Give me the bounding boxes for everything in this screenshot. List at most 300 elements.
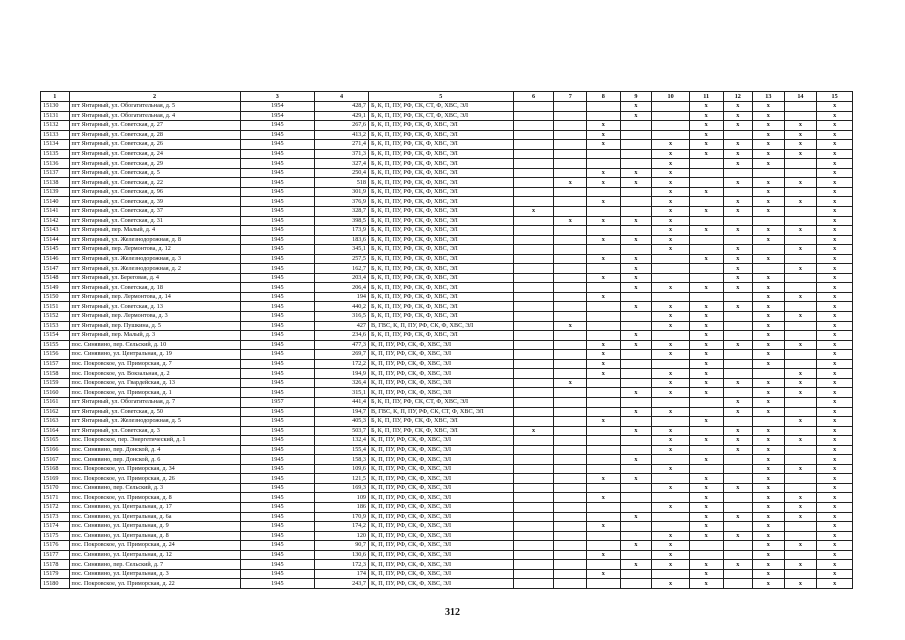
mark-cell-col-11: x <box>689 417 723 427</box>
table-row <box>41 359 853 369</box>
mark-cell-col-11: x <box>689 493 723 503</box>
address-cell: пгт Янтарный, ул. Советская, д. 31 <box>69 216 240 226</box>
mark-cell-col-12: x <box>723 483 753 493</box>
mark-cell-col-7 <box>554 197 587 207</box>
mark-cell-col-14: x <box>784 369 817 379</box>
year-cell: 1945 <box>240 283 314 293</box>
mark-cell-col-7 <box>554 493 587 503</box>
mark-cell-col-7 <box>554 502 587 512</box>
mark-cell-col-8: x <box>587 417 621 427</box>
mark-cell-col-13: x <box>753 531 785 541</box>
mark-cell-col-12 <box>723 474 753 484</box>
area-cell: 267,6 <box>315 121 369 131</box>
record-id-cell: 15171 <box>41 493 70 503</box>
mark-cell-col-10: x <box>652 226 690 236</box>
mark-cell-col-15: x <box>817 149 853 159</box>
mark-cell-col-10: x <box>652 235 690 245</box>
mark-cell-col-9 <box>620 397 652 407</box>
area-cell: 413,2 <box>315 130 369 140</box>
mark-cell-col-6 <box>513 187 554 197</box>
mark-cell-col-7 <box>554 388 587 398</box>
address-cell: пгт Янтарный, ул. Советская, д. 39 <box>69 197 240 207</box>
mark-cell-col-11: x <box>689 121 723 131</box>
mark-cell-col-8 <box>587 455 621 465</box>
mark-cell-col-12: x <box>723 140 753 150</box>
mark-cell-col-7 <box>554 397 587 407</box>
mark-cell-col-7 <box>554 550 587 560</box>
mark-cell-col-8 <box>587 264 621 274</box>
mark-cell-col-11: x <box>689 560 723 570</box>
mark-cell-col-11: x <box>689 378 723 388</box>
area-cell: 194,7 <box>315 407 369 417</box>
mark-cell-col-6 <box>513 331 554 341</box>
record-id-cell: 15132 <box>41 121 70 131</box>
mark-cell-col-15: x <box>817 350 853 360</box>
mark-cell-col-8 <box>587 560 621 570</box>
mark-cell-col-9 <box>620 140 652 150</box>
record-id-cell: 15146 <box>41 254 70 264</box>
mark-cell-col-10: x <box>652 426 690 436</box>
mark-cell-col-11: x <box>689 187 723 197</box>
year-cell: 1945 <box>240 292 314 302</box>
elements-cell: Б, К, П, ПУ, РФ, СК, Ф, ХВС, ЭЛ <box>369 254 514 264</box>
mark-cell-col-9 <box>620 197 652 207</box>
record-id-cell: 15159 <box>41 378 70 388</box>
mark-cell-col-13: x <box>753 512 785 522</box>
address-cell: пос. Синявино, пер. Донской, д. 6 <box>69 455 240 465</box>
mark-cell-col-13: x <box>753 522 785 532</box>
mark-cell-col-11: x <box>689 321 723 331</box>
mark-cell-col-8 <box>587 541 621 551</box>
mark-cell-col-13: x <box>753 235 785 245</box>
mark-cell-col-14 <box>784 273 817 283</box>
year-cell: 1945 <box>240 226 314 236</box>
mark-cell-col-11: x <box>689 130 723 140</box>
elements-cell: Б, К, П, ПУ, РФ, СК, Ф, ХВС, ЭЛ <box>369 283 514 293</box>
mark-cell-col-9: x <box>620 264 652 274</box>
area-cell: 269,7 <box>315 350 369 360</box>
mark-cell-col-11 <box>689 292 723 302</box>
mark-cell-col-12: x <box>723 159 753 169</box>
mark-cell-col-7 <box>554 483 587 493</box>
mark-cell-col-11 <box>689 264 723 274</box>
mark-cell-col-8 <box>587 388 621 398</box>
elements-cell: Б, К, П, ПУ, РФ, СК, Ф, ХВС, ЭЛ <box>369 331 514 341</box>
mark-cell-col-9 <box>620 350 652 360</box>
mark-cell-col-11 <box>689 397 723 407</box>
elements-cell: Б, К, П, ПУ, РФ, СК, Ф, ХВС, ЭЛ <box>369 149 514 159</box>
mark-cell-col-8 <box>587 102 621 112</box>
mark-cell-col-8 <box>587 378 621 388</box>
mark-cell-col-12 <box>723 388 753 398</box>
address-cell: пгт Янтарный, ул. Советская, д. 13 <box>69 302 240 312</box>
mark-cell-col-7 <box>554 207 587 217</box>
mark-cell-col-11: x <box>689 149 723 159</box>
mark-cell-col-9: x <box>620 388 652 398</box>
area-cell: 169,3 <box>315 483 369 493</box>
mark-cell-col-7: x <box>554 178 587 188</box>
mark-cell-col-12: x <box>723 178 753 188</box>
record-id-cell: 15144 <box>41 235 70 245</box>
mark-cell-col-8: x <box>587 140 621 150</box>
mark-cell-col-13: x <box>753 312 785 322</box>
elements-cell: К, П, ПУ, РФ, СК, Ф, ХВС, ЭЛ <box>369 522 514 532</box>
area-cell: 250,4 <box>315 168 369 178</box>
address-cell: пос. Синявино, ул. Центральная, д. 12 <box>69 550 240 560</box>
mark-cell-col-15: x <box>817 493 853 503</box>
mark-cell-col-13 <box>753 245 785 255</box>
mark-cell-col-9 <box>620 359 652 369</box>
elements-cell: Б, К, П, ПУ, РФ, СК, Ф, ХВС, ЭЛ <box>369 130 514 140</box>
mark-cell-col-7 <box>554 445 587 455</box>
table-row <box>41 331 853 341</box>
year-cell: 1945 <box>240 512 314 522</box>
mark-cell-col-10 <box>652 397 690 407</box>
mark-cell-col-10 <box>652 102 690 112</box>
record-id-cell: 15145 <box>41 245 70 255</box>
area-cell: 121,5 <box>315 474 369 484</box>
mark-cell-col-8 <box>587 207 621 217</box>
year-cell: 1945 <box>240 245 314 255</box>
address-cell: пос. Покровское, ул. Приморская, д. 22 <box>69 579 240 589</box>
mark-cell-col-9 <box>620 378 652 388</box>
mark-cell-col-6 <box>513 417 554 427</box>
elements-cell: К, П, ПУ, РФ, СК, Ф, ХВС, ЭЛ <box>369 579 514 589</box>
mark-cell-col-7 <box>554 245 587 255</box>
year-cell: 1945 <box>240 455 314 465</box>
mark-cell-col-10 <box>652 121 690 131</box>
area-cell: 427 <box>315 321 369 331</box>
table-body <box>41 102 853 589</box>
mark-cell-col-11 <box>689 445 723 455</box>
address-cell: пос. Покровское, ул. Приморская, д. 34 <box>69 464 240 474</box>
mark-cell-col-12 <box>723 417 753 427</box>
mark-cell-col-7 <box>554 512 587 522</box>
page-number: 312 <box>445 607 460 618</box>
mark-cell-col-15: x <box>817 130 853 140</box>
table-row <box>41 149 853 159</box>
elements-cell: К, П, ПУ, РФ, СК, Ф, ХВС, ЭЛ <box>369 350 514 360</box>
mark-cell-col-12: x <box>723 302 753 312</box>
mark-cell-col-7 <box>554 130 587 140</box>
mark-cell-col-15: x <box>817 283 853 293</box>
record-id-cell: 15135 <box>41 149 70 159</box>
mark-cell-col-9 <box>620 159 652 169</box>
year-cell: 1945 <box>240 560 314 570</box>
mark-cell-col-6 <box>513 149 554 159</box>
record-id-cell: 15138 <box>41 178 70 188</box>
elements-cell: Б, К, П, ПУ, РФ, СК, Ф, ХВС, ЭЛ <box>369 264 514 274</box>
area-cell: 206,4 <box>315 283 369 293</box>
year-cell: 1945 <box>240 178 314 188</box>
mark-cell-col-10: x <box>652 312 690 322</box>
mark-cell-col-11: x <box>689 455 723 465</box>
address-cell: пос. Синявино, ул. Центральная, д. 19 <box>69 350 240 360</box>
mark-cell-col-13 <box>753 216 785 226</box>
table-row <box>41 522 853 532</box>
mark-cell-col-10 <box>652 512 690 522</box>
mark-cell-col-11 <box>689 426 723 436</box>
mark-cell-col-7 <box>554 226 587 236</box>
record-id-cell: 15174 <box>41 522 70 532</box>
mark-cell-col-15: x <box>817 369 853 379</box>
mark-cell-col-15: x <box>817 235 853 245</box>
mark-cell-col-14: x <box>784 264 817 274</box>
mark-cell-col-15: x <box>817 378 853 388</box>
address-cell: пгт Янтарный, пер. Лермонтова, д. 3 <box>69 312 240 322</box>
mark-cell-col-7: x <box>554 378 587 388</box>
record-id-cell: 15148 <box>41 273 70 283</box>
elements-cell: Б, К, П, ПУ, РФ, СК, Ф, ХВС, ЭЛ <box>369 245 514 255</box>
mark-cell-col-12: x <box>723 111 753 121</box>
mark-cell-col-7 <box>554 340 587 350</box>
mark-cell-col-8: x <box>587 350 621 360</box>
elements-cell: Б, К, П, ПУ, РФ, СК, Ф, ХВС, ЭЛ <box>369 302 514 312</box>
mark-cell-col-15: x <box>817 417 853 427</box>
mark-cell-col-10: x <box>652 350 690 360</box>
record-id-cell: 15175 <box>41 531 70 541</box>
mark-cell-col-15: x <box>817 560 853 570</box>
area-cell: 90,7 <box>315 541 369 551</box>
address-cell: пгт Янтарный, ул. Советская, д. 28 <box>69 130 240 140</box>
mark-cell-col-15: x <box>817 483 853 493</box>
mark-cell-col-12 <box>723 312 753 322</box>
mark-cell-col-9 <box>620 483 652 493</box>
mark-cell-col-8: x <box>587 359 621 369</box>
area-cell: 271,4 <box>315 140 369 150</box>
record-id-cell: 15162 <box>41 407 70 417</box>
year-cell: 1945 <box>240 569 314 579</box>
area-cell: 327,4 <box>315 159 369 169</box>
mark-cell-col-11 <box>689 159 723 169</box>
area-cell: 186 <box>315 502 369 512</box>
mark-cell-col-15: x <box>817 312 853 322</box>
mark-cell-col-12: x <box>723 149 753 159</box>
mark-cell-col-14: x <box>784 388 817 398</box>
elements-cell: К, П, ПУ, РФ, СК, Ф, ХВС, ЭЛ <box>369 464 514 474</box>
mark-cell-col-13: x <box>753 321 785 331</box>
address-cell: пгт Янтарный, ул. Советская, д. 27 <box>69 121 240 131</box>
mark-cell-col-10: x <box>652 531 690 541</box>
column-header-15: 15 <box>817 92 853 102</box>
mark-cell-col-7: x <box>554 321 587 331</box>
elements-cell: Б, К, П, ПУ, РФ, СК, СТ, Ф, ХВС, ЭЛ <box>369 111 514 121</box>
mark-cell-col-8 <box>587 187 621 197</box>
mark-cell-col-14: x <box>784 292 817 302</box>
address-cell: пос. Синявино, пер. Сельский, д. 3 <box>69 483 240 493</box>
mark-cell-col-11 <box>689 168 723 178</box>
mark-cell-col-10 <box>652 273 690 283</box>
area-cell: 328,7 <box>315 207 369 217</box>
mark-cell-col-14: x <box>784 340 817 350</box>
mark-cell-col-12 <box>723 321 753 331</box>
mark-cell-col-13: x <box>753 254 785 264</box>
mark-cell-col-11: x <box>689 502 723 512</box>
mark-cell-col-14 <box>784 445 817 455</box>
record-id-cell: 15180 <box>41 579 70 589</box>
elements-cell: К, П, ПУ, РФ, СК, Ф, ХВС, ЭЛ <box>369 378 514 388</box>
mark-cell-col-8 <box>587 436 621 446</box>
area-cell: 503,7 <box>315 426 369 436</box>
column-header-8: 8 <box>587 92 621 102</box>
address-cell: пос. Покровское, ул. Приморская, д. 7 <box>69 359 240 369</box>
mark-cell-col-13: x <box>753 493 785 503</box>
mark-cell-col-8: x <box>587 168 621 178</box>
mark-cell-col-14: x <box>784 378 817 388</box>
mark-cell-col-9 <box>620 226 652 236</box>
table-row <box>41 541 853 551</box>
record-id-cell: 15139 <box>41 187 70 197</box>
mark-cell-col-8 <box>587 397 621 407</box>
table-row <box>41 512 853 522</box>
mark-cell-col-13: x <box>753 273 785 283</box>
mark-cell-col-15: x <box>817 388 853 398</box>
mark-cell-col-11: x <box>689 207 723 217</box>
elements-cell: Б, К, П, ПУ, РФ, СК, Ф, ХВС, ЭЛ <box>369 273 514 283</box>
mark-cell-col-13: x <box>753 426 785 436</box>
elements-cell: Б, К, П, ПУ, РФ, СК, Ф, ХВС, ЭЛ <box>369 426 514 436</box>
mark-cell-col-7 <box>554 273 587 283</box>
mark-cell-col-12 <box>723 235 753 245</box>
elements-cell: Б, К, П, ПУ, РФ, СК, Ф, ХВС, ЭЛ <box>369 292 514 302</box>
area-cell: 162,7 <box>315 264 369 274</box>
mark-cell-col-10: x <box>652 245 690 255</box>
mark-cell-col-15: x <box>817 550 853 560</box>
mark-cell-col-7 <box>554 350 587 360</box>
mark-cell-col-9: x <box>620 512 652 522</box>
mark-cell-col-13: x <box>753 397 785 407</box>
mark-cell-col-9: x <box>620 216 652 226</box>
mark-cell-col-14 <box>784 254 817 264</box>
elements-cell: Б, К, П, ПУ, РФ, СК, Ф, ХВС, ЭЛ <box>369 417 514 427</box>
record-id-cell: 15136 <box>41 159 70 169</box>
year-cell: 1945 <box>240 273 314 283</box>
mark-cell-col-7 <box>554 474 587 484</box>
mark-cell-col-10: x <box>652 283 690 293</box>
mark-cell-col-7 <box>554 302 587 312</box>
address-cell: пгт Янтарный, ул. Советская, д. 29 <box>69 159 240 169</box>
mark-cell-col-9 <box>620 550 652 560</box>
mark-cell-col-15: x <box>817 531 853 541</box>
mark-cell-col-11: x <box>689 226 723 236</box>
mark-cell-col-13: x <box>753 226 785 236</box>
address-cell: пос. Покровское, ул. Приморская, д. 8 <box>69 493 240 503</box>
mark-cell-col-6 <box>513 283 554 293</box>
mark-cell-col-14 <box>784 216 817 226</box>
mark-cell-col-6 <box>513 245 554 255</box>
mark-cell-col-9 <box>620 121 652 131</box>
mark-cell-col-10 <box>652 359 690 369</box>
mark-cell-col-9 <box>620 130 652 140</box>
elements-cell: К, П, ПУ, РФ, СК, Ф, ХВС, ЭЛ <box>369 359 514 369</box>
year-cell: 1945 <box>240 168 314 178</box>
record-id-cell: 15166 <box>41 445 70 455</box>
mark-cell-col-9 <box>620 464 652 474</box>
mark-cell-col-7 <box>554 121 587 131</box>
mark-cell-col-6 <box>513 474 554 484</box>
mark-cell-col-11: x <box>689 340 723 350</box>
year-cell: 1945 <box>240 130 314 140</box>
mark-cell-col-7 <box>554 464 587 474</box>
address-cell: пгт Янтарный, ул. Береговая, д. 4 <box>69 273 240 283</box>
mark-cell-col-13: x <box>753 140 785 150</box>
area-cell: 183,6 <box>315 235 369 245</box>
mark-cell-col-12: x <box>723 426 753 436</box>
mark-cell-col-7 <box>554 235 587 245</box>
mark-cell-col-12 <box>723 369 753 379</box>
mark-cell-col-7 <box>554 254 587 264</box>
mark-cell-col-12: x <box>723 560 753 570</box>
mark-cell-col-15: x <box>817 455 853 465</box>
record-id-cell: 15137 <box>41 168 70 178</box>
mark-cell-col-12 <box>723 168 753 178</box>
table-row <box>41 493 853 503</box>
mark-cell-col-10: x <box>652 187 690 197</box>
mark-cell-col-10: x <box>652 178 690 188</box>
mark-cell-col-13: x <box>753 560 785 570</box>
mark-cell-col-14: x <box>784 436 817 446</box>
record-id-cell: 15154 <box>41 331 70 341</box>
mark-cell-col-14: x <box>784 512 817 522</box>
mark-cell-col-8: x <box>587 197 621 207</box>
mark-cell-col-9: x <box>620 273 652 283</box>
table-row <box>41 388 853 398</box>
table-row <box>41 369 853 379</box>
area-cell: 170,9 <box>315 512 369 522</box>
mark-cell-col-8: x <box>587 474 621 484</box>
mark-cell-col-9 <box>620 493 652 503</box>
mark-cell-col-8: x <box>587 273 621 283</box>
mark-cell-col-12: x <box>723 121 753 131</box>
mark-cell-col-7 <box>554 407 587 417</box>
mark-cell-col-9 <box>620 245 652 255</box>
year-cell: 1945 <box>240 159 314 169</box>
year-cell: 1945 <box>240 207 314 217</box>
mark-cell-col-8 <box>587 407 621 417</box>
mark-cell-col-15: x <box>817 464 853 474</box>
year-cell: 1945 <box>240 464 314 474</box>
mark-cell-col-6 <box>513 483 554 493</box>
mark-cell-col-7 <box>554 149 587 159</box>
record-id-cell: 15131 <box>41 111 70 121</box>
area-cell: 174,2 <box>315 522 369 532</box>
mark-cell-col-8 <box>587 283 621 293</box>
mark-cell-col-6 <box>513 111 554 121</box>
mark-cell-col-12: x <box>723 226 753 236</box>
mark-cell-col-8 <box>587 321 621 331</box>
record-id-cell: 15164 <box>41 426 70 436</box>
year-cell: 1945 <box>240 350 314 360</box>
mark-cell-col-15: x <box>817 273 853 283</box>
mark-cell-col-13: x <box>753 455 785 465</box>
mark-cell-col-6 <box>513 197 554 207</box>
mark-cell-col-9 <box>620 531 652 541</box>
mark-cell-col-7 <box>554 168 587 178</box>
mark-cell-col-13: x <box>753 121 785 131</box>
mark-cell-col-10 <box>652 474 690 484</box>
address-cell: пгт Янтарный, ул. Советская, д. 24 <box>69 149 240 159</box>
mark-cell-col-13: x <box>753 292 785 302</box>
address-cell: пос. Синявино, пер. Сельский, д. 7 <box>69 560 240 570</box>
mark-cell-col-9 <box>620 522 652 532</box>
mark-cell-col-15: x <box>817 569 853 579</box>
area-cell: 301,9 <box>315 187 369 197</box>
mark-cell-col-14: x <box>784 502 817 512</box>
elements-cell: К, П, ПУ, РФ, СК, Ф, ХВС, ЭЛ <box>369 340 514 350</box>
year-cell: 1945 <box>240 388 314 398</box>
mark-cell-col-11: x <box>689 102 723 112</box>
mark-cell-col-8: x <box>587 235 621 245</box>
